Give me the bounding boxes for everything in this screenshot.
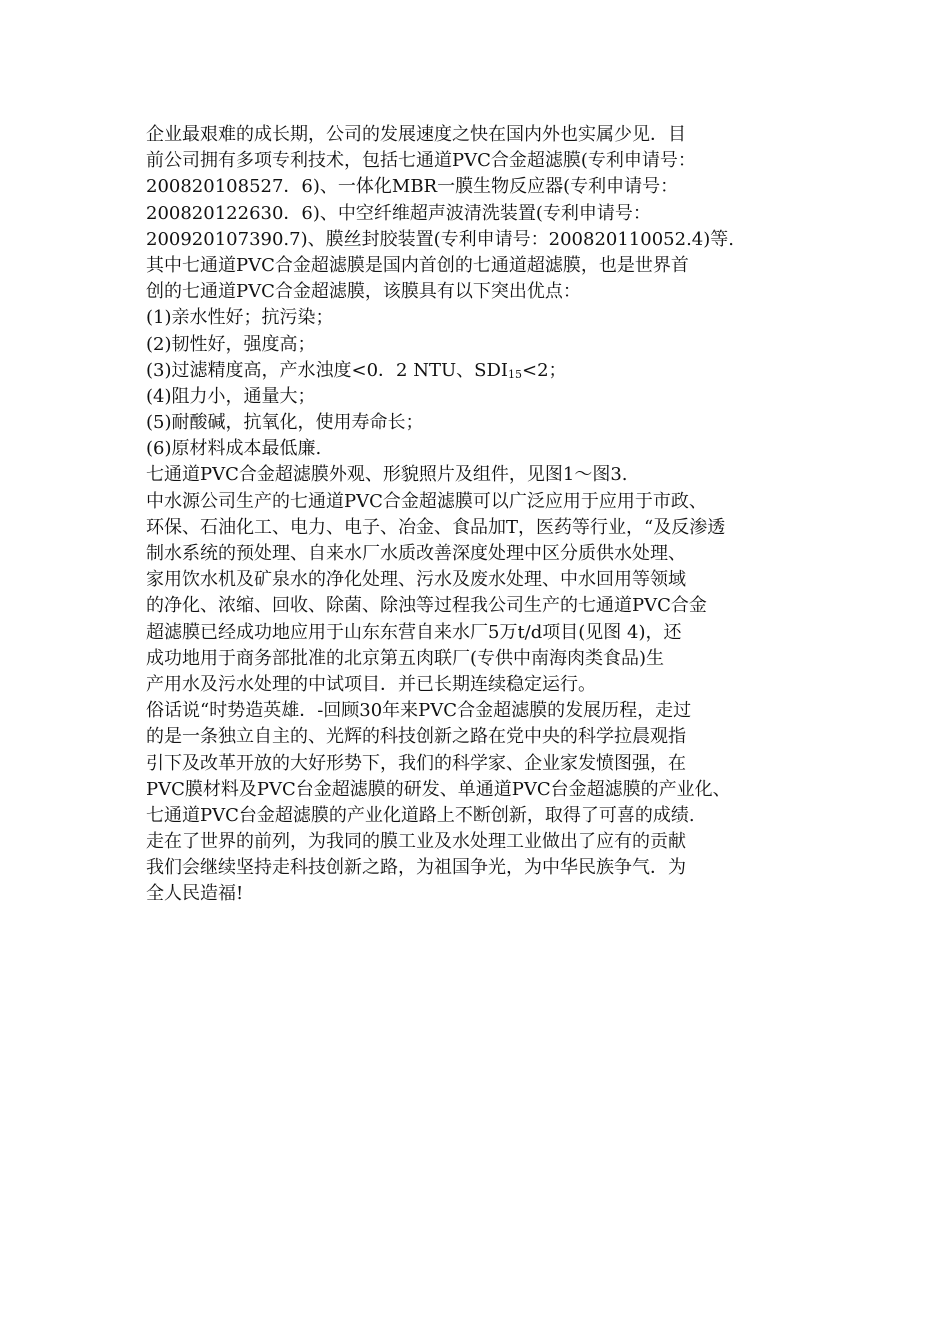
sdi-subscript: 15 [508, 367, 523, 381]
text-line: 制水系统的预处理、自来水厂水质改善深度处理中区分质供水处理、 [146, 543, 686, 564]
list-item-6: (6)原材料成本最低廉. [146, 438, 322, 460]
text-line: 200820122630．6)、中空纤维超声波清洗装置(专利申请号： [146, 202, 651, 224]
list-item-4: (4)阻力小，通量大； [146, 385, 316, 407]
text-line: 中水源公司生产的七通道PVC合金超滤膜可以广泛应用于应用于市政、 [146, 490, 707, 512]
text-line: 前公司拥有多项专利技术，包括七通道PVC合金超滤膜(专利申请号： [146, 150, 696, 172]
text-line: 我们会继续坚持走科技创新之路，为祖国争光，为中华民族争气．为 [146, 857, 686, 879]
text-line: 其中七通道PVC合金超滤膜是国内首创的七通道超滤膜，也是世界首 [146, 254, 689, 276]
text-line: 全人民造福! [146, 883, 244, 905]
text-line: 七通道PVC台金超滤膜的产业化道路上不断创新，取得了可喜的成绩. [146, 804, 695, 826]
text-line: 创的七通道PVC合金超滤膜，该膜具有以下突出优点： [146, 281, 581, 303]
text-line: 成功地用于商务部批准的北京第五肉联厂(专供中南海肉类食品)生 [146, 647, 665, 669]
list-item-3-text: (3)过滤精度高，产水浊度<0．2 NTU、SDI [146, 359, 509, 381]
list-item-3 [146, 358, 826, 384]
body-text [146, 122, 826, 908]
text-line: 200920107390.7)、膜丝封胶装置(专利申请号：200820110052.4)等. [146, 228, 734, 250]
list-item-3-tail: <2； [522, 359, 567, 381]
list-item-5: (5)耐酸碱，抗氧化，使用寿命长； [146, 412, 424, 434]
text-line: 的是一条独立自主的、光辉的科技创新之路在党中央的科学拉晨观指 [146, 726, 686, 748]
text-line: PVC膜材料及PVC台金超滤膜的研发、单通道PVC台金超滤膜的产业化、 [146, 778, 731, 800]
text-line: 的净化、浓缩、回收、除菌、除浊等过程我公司生产的七通道PVC合金 [146, 595, 707, 617]
text-line: 产用水及污水处理的中试项目．并已长期连续稳定运行。 [146, 673, 596, 695]
text-line: 俗话说“时势造英雄．-回顾30年来PVC合金超滤膜的发展历程，走过 [146, 700, 692, 722]
text-line: 环保、石油化工、电力、电子、冶金、食品加T，医药等行业，“及反渗透 [146, 516, 726, 538]
text-line: 走在了世界的前列，为我同的膜工业及水处理工业做出了应有的贡献 [146, 831, 686, 853]
list-item-1: (1)亲水性好；抗污染； [146, 307, 334, 329]
text-line: 引下及改革开放的大好形势下，我们的科学家、企业家发愤图强，在 [146, 752, 686, 774]
text-line: 超滤膜已经成功地应用于山东东营自来水厂5万t/d项目(见图 4)，还 [146, 621, 682, 643]
text-line: 200820108527．6)、一体化MBR一膜生物反应器(专利申请号： [146, 176, 679, 198]
text-line: 家用饮水机及矿泉水的净化处理、污水及废水处理、中水回用等领域 [146, 569, 686, 591]
text-line: 七通道PVC合金超滤膜外观、形貌照片及组件，见图1～图3. [146, 464, 628, 486]
text-line: 企业最艰难的成长期，公司的发展速度之快在国内外也实属少见．目 [146, 124, 686, 145]
list-item-2: (2)韧性好，强度高； [146, 333, 316, 355]
